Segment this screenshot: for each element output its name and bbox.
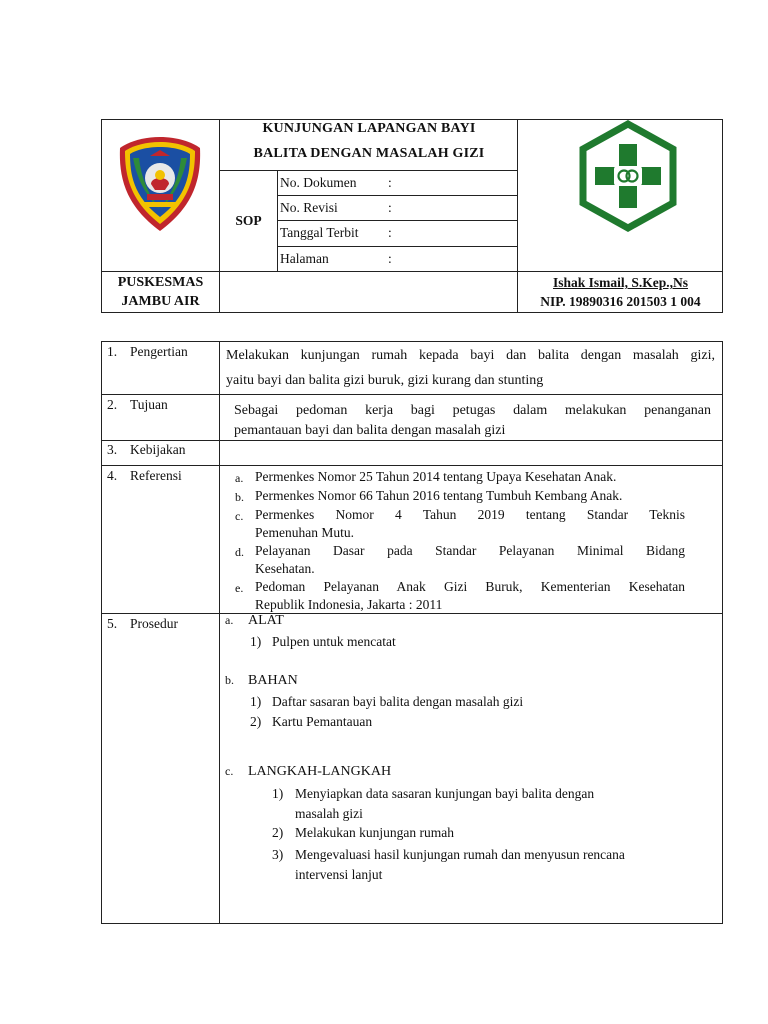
reference-item bbox=[235, 578, 685, 614]
section-marker: c. bbox=[225, 764, 234, 778]
reference-text: Permenkes Nomor 25 Tahun 2014 tentang Upaya Kesehatan Anak. bbox=[255, 469, 617, 484]
section-title: LANGKAH-LANGKAH bbox=[248, 764, 392, 779]
pengertian-text-line-2: yaitu bayi dan balita gizi buruk, gizi kurang dan stunting bbox=[226, 373, 544, 388]
alat-heading bbox=[225, 613, 284, 629]
sop-title-line-2: BALITA DENGAN MASALAH GIZI bbox=[253, 146, 485, 161]
section-marker: b. bbox=[225, 673, 234, 687]
reference-text: Permenkes Nomor 4 Tahun 2019 tentang Standar Teknis bbox=[255, 507, 685, 522]
row-label bbox=[101, 466, 219, 484]
reference-item bbox=[235, 468, 685, 487]
row-tujuan bbox=[101, 395, 723, 440]
reference-text-cont: Pemenuhan Mutu. bbox=[255, 525, 354, 540]
reference-marker: a. bbox=[235, 471, 244, 485]
regency-crest-logo bbox=[117, 134, 203, 234]
reference-item bbox=[235, 542, 685, 578]
organization-name bbox=[101, 271, 220, 313]
reference-text: Permenkes Nomor 66 Tahun 2016 tentang Tumbuh Kembang Anak. bbox=[255, 488, 623, 503]
row-title: Prosedur bbox=[130, 616, 178, 631]
reference-marker: d. bbox=[235, 545, 244, 559]
row-label bbox=[101, 395, 219, 413]
row-referensi bbox=[101, 466, 723, 613]
row-title: Tujuan bbox=[130, 397, 168, 412]
row-prosedur bbox=[101, 614, 723, 923]
row-number: 1. bbox=[107, 344, 118, 359]
meta-colon: : bbox=[388, 199, 392, 215]
pengertian-text-line-1: Melakukan kunjungan rumah kepada bayi dan balita dengan masalah gizi, bbox=[226, 348, 715, 363]
bahan-item bbox=[250, 694, 523, 710]
tujuan-text-line-1: Sebagai pedoman kerja bagi petugas dalam melakukan penanganan bbox=[234, 403, 711, 418]
signer-nip: NIP. 19890316 201503 1 004 bbox=[540, 294, 701, 309]
langkah-heading bbox=[225, 764, 391, 780]
item-text: Kartu Pemantauan bbox=[272, 714, 373, 729]
alat-item bbox=[250, 634, 396, 650]
org-line-1: PUSKESMAS bbox=[117, 275, 204, 290]
reference-item bbox=[235, 506, 685, 542]
sop-label: SOP bbox=[235, 213, 262, 228]
row-content bbox=[219, 342, 723, 393]
reference-marker: b. bbox=[235, 490, 244, 504]
tujuan-text-line-2: pemantauan bayi dan balita dengan masalah gizi bbox=[234, 423, 506, 438]
reference-text: Pelayanan Dasar pada Standar Pelayanan Minimal Bidang bbox=[255, 543, 685, 558]
meta-row-no-dokumen bbox=[278, 170, 518, 195]
langkah-item bbox=[272, 784, 594, 824]
item-text: Pulpen untuk mencatat bbox=[272, 634, 396, 649]
item-number: 2) bbox=[272, 825, 284, 840]
puskesmas-logo bbox=[574, 120, 682, 232]
reference-item bbox=[235, 487, 685, 506]
meta-label: Halaman bbox=[280, 250, 329, 266]
meta-label: Tanggal Terbit bbox=[280, 224, 359, 240]
reference-text: Pedoman Pelayanan Anak Gizi Buruk, Kementerian Kesehatan bbox=[255, 579, 685, 594]
signer-block bbox=[518, 271, 723, 313]
row-title: Pengertian bbox=[130, 344, 188, 359]
langkah-item bbox=[272, 825, 454, 841]
item-text: Melakukan kunjungan rumah bbox=[295, 825, 454, 840]
item-number: 3) bbox=[272, 847, 284, 862]
meta-row-tanggal-terbit bbox=[278, 220, 518, 245]
section-title: ALAT bbox=[248, 613, 284, 628]
row-content bbox=[219, 466, 723, 614]
row-label bbox=[101, 441, 219, 458]
signer-name: Ishak Ismail, S.Kep.,Ns bbox=[552, 275, 689, 290]
meta-row-no-revisi bbox=[278, 195, 518, 220]
meta-label: No. Dokumen bbox=[280, 174, 357, 190]
meta-colon: : bbox=[388, 224, 392, 240]
item-number: 2) bbox=[250, 714, 262, 729]
meta-label: No. Revisi bbox=[280, 199, 338, 215]
row-content bbox=[219, 395, 723, 441]
reference-text-cont: Kesehatan. bbox=[255, 561, 315, 576]
item-text: Menyiapkan data sasaran kunjungan bayi balita dengan bbox=[295, 786, 595, 801]
reference-marker: c. bbox=[235, 509, 244, 523]
meta-colon: : bbox=[388, 174, 392, 190]
item-text: Daftar sasaran bayi balita dengan masalah gizi bbox=[272, 694, 524, 709]
item-number: 1) bbox=[272, 786, 284, 801]
bahan-item bbox=[250, 714, 372, 730]
sop-title-line-1: KUNJUNGAN LAPANGAN BAYI bbox=[262, 121, 476, 136]
row-number: 4. bbox=[107, 468, 118, 483]
meta-colon: : bbox=[388, 250, 392, 266]
row-kebijakan bbox=[101, 441, 723, 465]
section-title: BAHAN bbox=[248, 673, 298, 688]
meta-row-halaman bbox=[278, 246, 518, 271]
item-text-cont: masalah gizi bbox=[295, 806, 363, 821]
item-text-cont: intervensi lanjut bbox=[295, 867, 383, 882]
item-number: 1) bbox=[250, 634, 262, 649]
row-label bbox=[101, 342, 219, 360]
row-title: Kebijakan bbox=[130, 442, 186, 457]
row-number: 5. bbox=[107, 616, 118, 631]
reference-text-cont: Republik Indonesia, Jakarta : 2011 bbox=[255, 597, 443, 612]
section-marker: a. bbox=[225, 613, 234, 627]
bahan-heading bbox=[225, 673, 298, 689]
row-number: 2. bbox=[107, 397, 118, 412]
divider bbox=[101, 923, 723, 924]
item-number: 1) bbox=[250, 694, 262, 709]
reference-marker: e. bbox=[235, 581, 244, 595]
org-line-2: JAMBU AIR bbox=[121, 294, 200, 309]
langkah-item bbox=[272, 845, 625, 885]
row-label bbox=[101, 614, 219, 632]
row-number: 3. bbox=[107, 442, 118, 457]
row-pengertian bbox=[101, 342, 723, 394]
row-title: Referensi bbox=[130, 468, 182, 483]
item-text: Mengevaluasi hasil kunjungan rumah dan menyusun rencana bbox=[295, 847, 625, 862]
